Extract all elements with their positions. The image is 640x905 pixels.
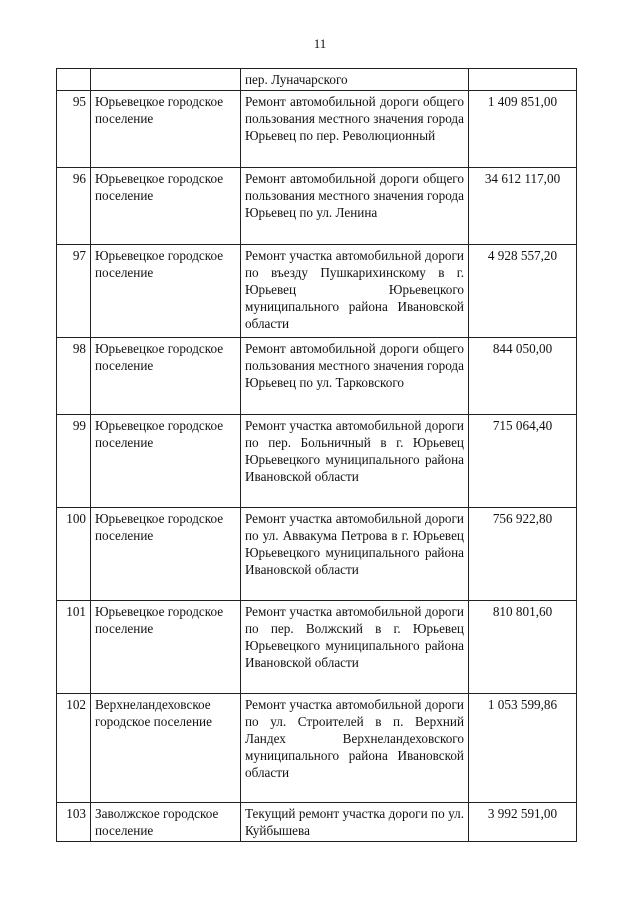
work-description-cell: Ремонт участка автомобильной дороги по ул. Аввакума Петрова в г. Юрьевец Юрьевецкого муниципального района Ивановской области	[241, 508, 469, 601]
municipality-cell: Юрьевецкое городское поселение	[91, 245, 241, 338]
amount-cell: 1 053 599,86	[469, 694, 577, 803]
table-row	[57, 69, 577, 91]
row-number: 95	[57, 91, 91, 168]
amount-cell: 715 064,40	[469, 415, 577, 508]
amount-cell: 4 928 557,20	[469, 245, 577, 338]
page-number: 11	[313, 36, 327, 51]
table-row	[57, 415, 577, 508]
work-description-cell: Ремонт участка автомобильной дороги по ул. Строителей в п. Верхний Ландех Верхнеландеховского муниципального района Ивановской области	[241, 694, 469, 803]
work-description-cell: Ремонт участка автомобильной дороги по пер. Волжский в г. Юрьевец Юрьевецкого муниципального района Ивановской области	[241, 601, 469, 694]
table-row	[57, 91, 577, 168]
amount-cell: 1 409 851,00	[469, 91, 577, 168]
work-description-cell: Ремонт участка автомобильной дороги по въезду Пушкарихинскому в г. Юрьевец Юрьевецкого муниципального района Ивановской области	[241, 245, 469, 338]
municipality-cell: Юрьевецкое городское поселение	[91, 601, 241, 694]
amount-cell: 756 922,80	[469, 508, 577, 601]
row-number: 97	[57, 245, 91, 338]
table-row	[57, 508, 577, 601]
table-row	[57, 245, 577, 338]
municipality-cell: Юрьевецкое городское поселение	[91, 338, 241, 415]
table-row	[57, 338, 577, 415]
road-repair-table	[56, 68, 577, 842]
row-number: 96	[57, 168, 91, 245]
table-row	[57, 803, 577, 842]
amount-cell: 3 992 591,00	[469, 803, 577, 842]
row-number: 99	[57, 415, 91, 508]
amount-cell: 844 050,00	[469, 338, 577, 415]
work-description-cell: Ремонт автомобильной дороги общего пользования местного значения города Юрьевец по ул. Ленина	[241, 168, 469, 245]
municipality-cell: Заволжское городское поселение	[91, 803, 241, 842]
row-number: 103	[57, 803, 91, 842]
table-row	[57, 601, 577, 694]
row-number: 102	[57, 694, 91, 803]
municipality-cell	[91, 69, 241, 91]
row-number: 98	[57, 338, 91, 415]
municipality-cell: Юрьевецкое городское поселение	[91, 91, 241, 168]
work-description-cell: Ремонт автомобильной дороги общего пользования местного значения города Юрьевец по пер. Революционный	[241, 91, 469, 168]
work-description-cell: Ремонт участка автомобильной дороги по пер. Больничный в г. Юрьевец Юрьевецкого муниципального района Ивановской области	[241, 415, 469, 508]
amount-cell: 34 612 117,00	[469, 168, 577, 245]
municipality-cell: Юрьевецкое городское поселение	[91, 168, 241, 245]
amount-cell: 810 801,60	[469, 601, 577, 694]
work-description-cell: Текущий ремонт участка дороги по ул. Куйбышева	[241, 803, 469, 842]
municipality-cell: Юрьевецкое городское поселение	[91, 508, 241, 601]
row-number: 101	[57, 601, 91, 694]
row-number: 100	[57, 508, 91, 601]
work-description-cell: Ремонт автомобильной дороги общего пользования местного значения города Юрьевец по ул. Тарковского	[241, 338, 469, 415]
table-row	[57, 694, 577, 803]
municipality-cell: Верхнеландеховское городское поселение	[91, 694, 241, 803]
municipality-cell: Юрьевецкое городское поселение	[91, 415, 241, 508]
row-number	[57, 69, 91, 91]
work-description-cell: пер. Луначарского	[241, 69, 469, 91]
table-row	[57, 168, 577, 245]
amount-cell	[469, 69, 577, 91]
